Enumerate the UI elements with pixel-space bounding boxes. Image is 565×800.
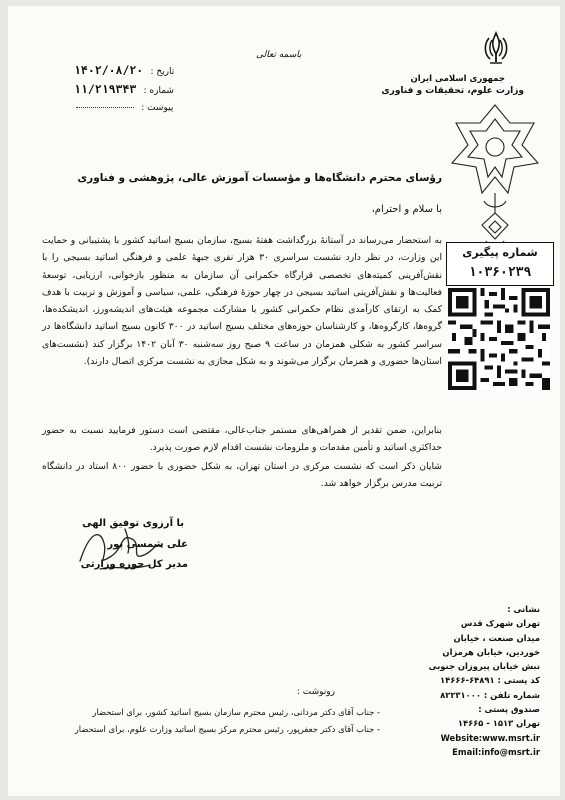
address-line: خوردین، خیابان هرمزان [442,646,540,657]
tracking-box [446,242,554,286]
copy-item: - جناب آقای دکتر مردانی، رئیس محترم سازمان بسیج اساتید کشور، برای استحضار [92,707,380,717]
signature-closing: با آرزوی توفیق الهی [82,518,184,529]
website-link[interactable]: Website:www.msrt.ir [440,732,540,743]
paragraph-1 [42,232,442,370]
ornament-icon [448,101,542,261]
address-line: میدان صنعت ، خیابان [453,632,540,643]
ministry-line2: وزارت علوم، تحقیقات و فناوری [381,86,524,96]
address-title: نشانی : [507,604,540,614]
postal-code: کد پستی : ۶۴۸۹۱-۱۴۶۶۶ [440,675,540,686]
address-line: تهران شهرک قدس [460,618,540,629]
signature-scrawl [70,521,170,581]
qr-code[interactable] [448,288,550,390]
paragraph-3 [42,458,442,493]
letter-page [8,6,560,796]
paragraph-3-text: شایان ذکر است که نشست مرکزی در استان تهران، به شکل حضوری با حضور ۸۰۰ استاد در دانشگاه تربیت مدرس برگزار خواهد شد. [42,461,442,490]
date-label: تاریخ : [150,67,175,77]
email-link[interactable]: Email:info@msrt.ir [452,746,540,757]
copies-title: رونوشت : [296,687,335,697]
signatory-title: مدیر کل حوزه وزارتی [80,559,188,570]
po-box-label: صندوق پستی : [478,704,540,715]
greeting: با سلام و احترام، [371,204,442,215]
date-value: ۱۴۰۲/۰۸/۲۰ [74,63,144,77]
attachment-label: پیوست : [141,103,174,113]
ministry-line1: جمهوری اسلامی ایران [410,74,505,84]
tracking-number: ۱۰۳۶۰۲۳۹ [468,265,532,280]
phone-number: شماره تلفن : ۸۲۲۳۱۰۰۰ [440,689,540,700]
iran-emblem-icon [481,30,511,68]
signatory-name: علی شمسی پور [107,539,188,550]
copy-item: - جناب آقای دکتر جعفرپور، رئیس محترم مرکز بسیج اساتید وزارت علوم، برای استحضار [74,724,380,734]
paragraph-2-text: بنابراین، ضمن تقدیر از همراهی‌های مستمر جناب‌عالی، مقتضی است دستور فرمایید نسبت به حضور حداکثری اساتید و تأمین مقدمات و ملزومات نشست اقدام لازم صورت پذیرد. [42,425,442,454]
number-value: ۱۱/۲۱۹۳۴۳ [74,82,137,96]
paragraph-1-text: به استحضار می‌رساند در آستانهٔ بزرگداشت هفتهٔ بسیج، سازمان بسیج اساتید کشور با پشتیبانی و حمایت این وزارت، در نظر دارد نشست سراسری ۳۰ هزار نفری جبههٔ علمی و فرهنگی اساتید بسیجی را با نقش‌آفرینی کمیته‌های تخصصی قرارگاه حکمرانی آن سازمان به منظور بازخوانی، ارزیابی، توسعهٔ فعالیت‌ها و نقش‌آفرینی اساتید بسیجی در چهار حوزهٔ فرهنگی، علمی، سیاسی و آموزش و تربیت با هدف کمک به ارتقای کارآمدی نظام حکمرانی کشور با مشارکت مجموعه هیئت‌های اندیشه‌ورز، اندیشکده‌ها، گروه‌ها، کارگروه‌ها، و کارشناسان حوزه‌های مختلف بسیج اساتید در ۳۰۰ کانون بسیج اساتید دانشگاه‌ها در سراسر کشور به شکلی همزمان در ساعت ۹ صبح روز سه‌شنبه ۳۰ آبان ۱۴۰۲ برگزار کند (نشست‌های استان‌ها حضوری و همزمان برگزار می‌شوند و به شکل مجازی به نشست مرکزی اتصال دارند). [42,235,443,368]
attachment-row [74,102,173,113]
address-block [420,602,540,759]
basmala: باسمه تعالی [256,50,302,60]
attachment-line [76,107,134,108]
tracking-label: شماره پیگیری [462,246,538,259]
date-row [74,63,174,77]
recipient: رؤسای محترم دانشگاه‌ها و مؤسسات آموزش عالی، پژوهشی و فناوری [77,172,442,184]
address-line: نبش خیابان پیروزان جنوبی [428,661,540,672]
po-box: تهران ۱۵۱۳ - ۱۴۶۶۵ [457,718,540,729]
number-row [74,82,174,96]
number-label: شماره : [143,86,174,96]
paragraph-2 [42,422,442,457]
